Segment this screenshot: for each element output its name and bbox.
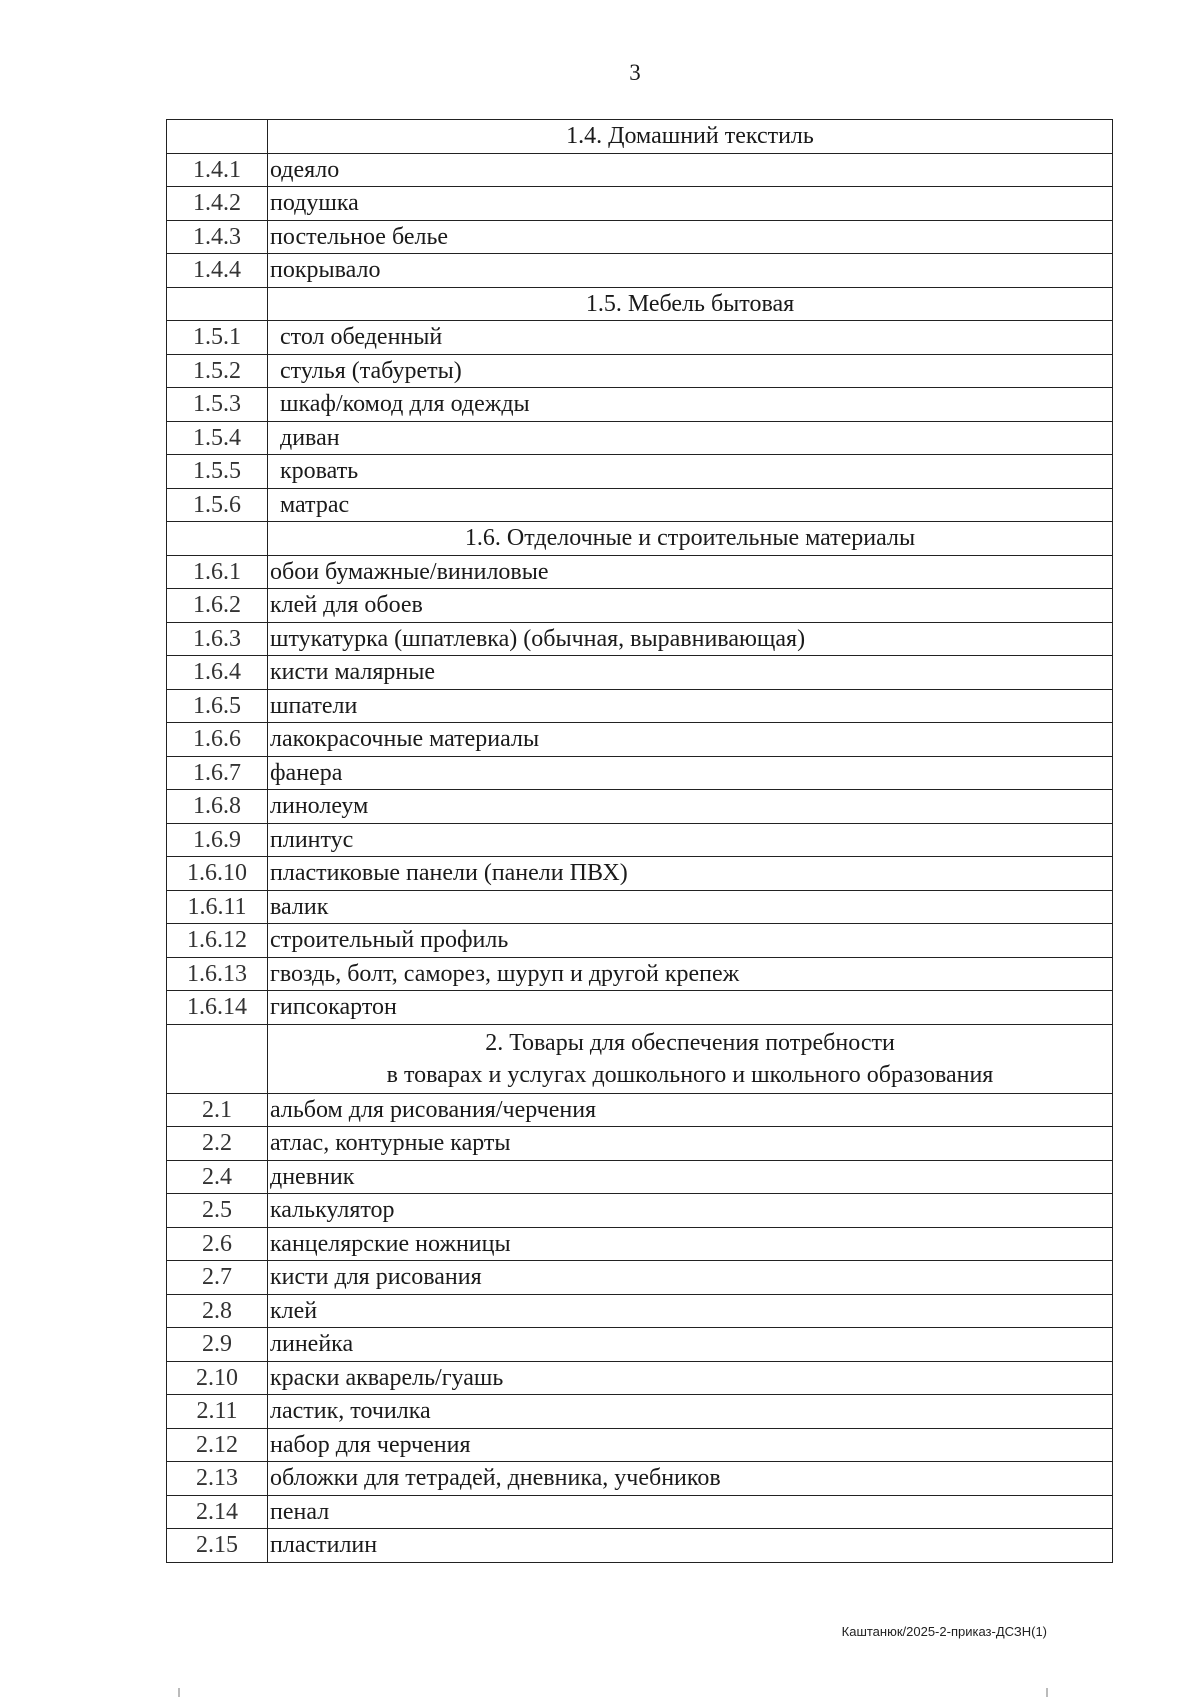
item-number: 1.6.5 (167, 689, 268, 723)
item-number: 2.11 (167, 1395, 268, 1429)
item-number: 1.6.8 (167, 790, 268, 824)
item-number: 1.6.4 (167, 656, 268, 690)
item-number: 1.6.11 (167, 890, 268, 924)
table-row (167, 790, 1113, 824)
item-name: покрывало (268, 254, 1113, 288)
item-name: шпатели (268, 689, 1113, 723)
item-name: краски акварель/гуашь (268, 1361, 1113, 1395)
table-row (167, 388, 1113, 422)
item-number: 2.5 (167, 1194, 268, 1228)
item-name: набор для черчения (268, 1428, 1113, 1462)
item-number: 1.5.1 (167, 321, 268, 355)
item-number: 1.5.6 (167, 488, 268, 522)
item-number: 1.6.14 (167, 991, 268, 1025)
item-name: клей (268, 1294, 1113, 1328)
section-title: 1.4. Домашний текстиль (268, 120, 1113, 154)
item-number: 2.6 (167, 1227, 268, 1261)
table-row (167, 1529, 1113, 1563)
table-row (167, 555, 1113, 589)
table-row (167, 1328, 1113, 1362)
table-row (167, 354, 1113, 388)
table-row (167, 187, 1113, 221)
item-name: обои бумажные/виниловые (268, 555, 1113, 589)
scan-edge-mark (1046, 1688, 1048, 1697)
item-number: 1.4.4 (167, 254, 268, 288)
item-name: альбом для рисования/черчения (268, 1093, 1113, 1127)
item-number: 1.6.1 (167, 555, 268, 589)
goods-table (166, 119, 1113, 1563)
item-name: пластиковые панели (панели ПВХ) (268, 857, 1113, 891)
item-number: 1.6.7 (167, 756, 268, 790)
item-number: 1.6.2 (167, 589, 268, 623)
section-number-cell (167, 120, 268, 154)
item-name: линейка (268, 1328, 1113, 1362)
item-name: валик (268, 890, 1113, 924)
item-name: клей для обоев (268, 589, 1113, 623)
item-number: 2.4 (167, 1160, 268, 1194)
item-number: 1.5.4 (167, 421, 268, 455)
section-title-line-1: 2. Товары для обеспечения потребности (485, 1029, 895, 1056)
table-row (167, 890, 1113, 924)
table-row (167, 656, 1113, 690)
item-name: дневник (268, 1160, 1113, 1194)
item-name: обложки для тетрадей, дневника, учебников (268, 1462, 1113, 1496)
item-number: 2.7 (167, 1261, 268, 1295)
table-row (167, 991, 1113, 1025)
section-header-row (167, 120, 1113, 154)
table-row (167, 1227, 1113, 1261)
item-number: 2.10 (167, 1361, 268, 1395)
table-row (167, 723, 1113, 757)
item-number: 2.9 (167, 1328, 268, 1362)
table-row (167, 1294, 1113, 1328)
item-name: стол обеденный (268, 321, 1113, 355)
table-row (167, 455, 1113, 489)
item-number: 1.6.6 (167, 723, 268, 757)
section-title (268, 1024, 1113, 1093)
table-row (167, 1127, 1113, 1161)
item-name: калькулятор (268, 1194, 1113, 1228)
page-number: 3 (629, 60, 641, 85)
item-number: 2.2 (167, 1127, 268, 1161)
item-name: строительный профиль (268, 924, 1113, 958)
table-row (167, 823, 1113, 857)
item-number: 2.12 (167, 1428, 268, 1462)
item-name: штукатурка (шпатлевка) (обычная, выравнивающая) (268, 622, 1113, 656)
item-name: фанера (268, 756, 1113, 790)
table-row (167, 957, 1113, 991)
item-name: стулья (табуреты) (268, 354, 1113, 388)
item-number: 1.6.3 (167, 622, 268, 656)
table-row (167, 756, 1113, 790)
table-row (167, 924, 1113, 958)
item-name: кровать (268, 455, 1113, 489)
item-name: плинтус (268, 823, 1113, 857)
table-row (167, 488, 1113, 522)
item-name: одеяло (268, 153, 1113, 187)
item-number: 1.6.9 (167, 823, 268, 857)
item-name: гипсокартон (268, 991, 1113, 1025)
item-name: линолеум (268, 790, 1113, 824)
item-number: 2.13 (167, 1462, 268, 1496)
section-title: 1.5. Мебель бытовая (268, 287, 1113, 321)
item-name: лакокрасочные материалы (268, 723, 1113, 757)
table-row (167, 1395, 1113, 1429)
section-title-line-2: в товарах и услугах дошкольного и школьного образования (386, 1061, 994, 1088)
section-title: 1.6. Отделочные и строительные материалы (268, 522, 1113, 556)
scan-edge-mark (178, 1688, 180, 1697)
table-row (167, 622, 1113, 656)
item-name: канцелярские ножницы (268, 1227, 1113, 1261)
item-number: 2.14 (167, 1495, 268, 1529)
item-name: диван (268, 421, 1113, 455)
item-name: пластилин (268, 1529, 1113, 1563)
table-row (167, 1194, 1113, 1228)
item-number: 1.6.12 (167, 924, 268, 958)
item-number: 2.8 (167, 1294, 268, 1328)
document-reference: Каштанюк/2025-2-приказ-ДСЗН(1) (841, 1624, 1047, 1639)
item-name: гвоздь, болт, саморез, шуруп и другой крепеж (268, 957, 1113, 991)
section-header-row (167, 287, 1113, 321)
table-row (167, 421, 1113, 455)
item-number: 1.4.2 (167, 187, 268, 221)
item-name: атлас, контурные карты (268, 1127, 1113, 1161)
table-row (167, 1160, 1113, 1194)
item-name: шкаф/комод для одежды (268, 388, 1113, 422)
table-row (167, 321, 1113, 355)
table-row (167, 689, 1113, 723)
item-number: 2.1 (167, 1093, 268, 1127)
item-number: 1.5.5 (167, 455, 268, 489)
table-row (167, 589, 1113, 623)
table-row (167, 254, 1113, 288)
table-row (167, 1462, 1113, 1496)
item-name: кисти малярные (268, 656, 1113, 690)
section-number-cell (167, 287, 268, 321)
section-header-row (167, 522, 1113, 556)
item-number: 1.4.3 (167, 220, 268, 254)
item-number: 1.6.10 (167, 857, 268, 891)
table-row (167, 1428, 1113, 1462)
table-row (167, 1361, 1113, 1395)
table-row (167, 153, 1113, 187)
section-number-cell (167, 522, 268, 556)
table-row (167, 857, 1113, 891)
item-name: ластик, точилка (268, 1395, 1113, 1429)
section-number-cell (167, 1024, 268, 1093)
item-name: подушка (268, 187, 1113, 221)
item-name: пенал (268, 1495, 1113, 1529)
table-row (167, 1093, 1113, 1127)
item-number: 1.4.1 (167, 153, 268, 187)
item-name: постельное белье (268, 220, 1113, 254)
item-number: 1.5.2 (167, 354, 268, 388)
table-row (167, 1495, 1113, 1529)
table-row (167, 1261, 1113, 1295)
section-header-row (167, 1024, 1113, 1093)
item-number: 2.15 (167, 1529, 268, 1563)
item-name: матрас (268, 488, 1113, 522)
table-row (167, 220, 1113, 254)
item-number: 1.6.13 (167, 957, 268, 991)
item-name: кисти для рисования (268, 1261, 1113, 1295)
item-number: 1.5.3 (167, 388, 268, 422)
